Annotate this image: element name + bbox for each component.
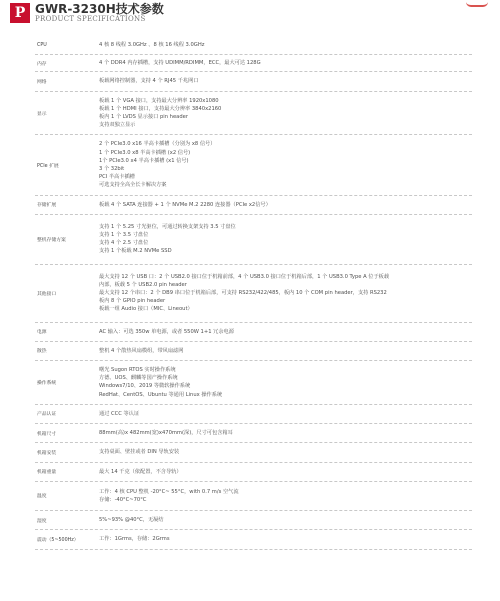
spec-value-line: 最大 14 千克（依配置，不含导轨） [99,468,182,475]
corner-decoration [466,2,488,7]
spec-label: 温度 [37,494,47,500]
spec-row [35,135,472,195]
spec-value [99,201,472,209]
spec-value-line: 支持 1 个 3.5 寸盘位 [99,232,149,239]
spec-row [35,482,472,511]
spec-row [35,36,472,55]
spec-label: 产品认证 [37,412,57,418]
spec-label: 整机存储方案 [37,237,66,243]
spec-row [35,323,472,342]
spec-value-line: 存储：-40°C~70°C [99,496,147,503]
spec-label: PCIe 扩展 [37,163,59,169]
spec-label: CPU [37,42,47,48]
spec-row [35,342,472,361]
spec-label: 网络 [37,80,47,85]
spec-label: 存储扩展 [37,203,57,209]
spec-label: 震动（5~500Hz） [37,537,79,543]
spec-row [35,530,472,549]
spec-value-line: 4 核 8 线程 3.0GHz 、8 核 16 线程 3.0GHz [99,42,205,48]
spec-value-line: 可选支持全高全长卡解决方案 [99,182,167,189]
spec-value-line: 板内 8 个 GPIO pin header [99,298,166,305]
spec-value-line: 板载一组 Audio 接口（MIC、Lineout） [99,306,193,313]
spec-value-line: 板内 1 个 LVDS 显示接口 pin header [99,114,188,121]
spec-label: 散热 [37,349,47,355]
spec-value-line: 支持双独立显示 [99,122,136,129]
spec-row [35,424,472,443]
spec-value-line: 1个 PCIe3.0 x4 半高卡插槽 (x1 信号) [99,157,189,164]
spec-value [99,140,472,189]
spec-label: 显示 [37,111,47,117]
spec-table [35,36,472,550]
spec-value-line: 5%~93% @40°C，无凝结 [99,517,164,524]
spec-row [35,92,472,136]
spec-value-line: 1 个 PCIe3.0 x8 半高卡插槽 (x2 信号) [99,149,191,156]
spec-value [99,429,472,437]
spec-value-line: 曙光 Sugon RTOS 实时操作系统 [99,367,176,374]
spec-value [99,516,472,524]
spec-value [99,59,472,67]
spec-value-line: 工作：1Grms，存储：2Grms [99,536,170,543]
spec-row [35,55,472,72]
spec-label: 电源 [37,330,47,336]
spec-value-line: 板载 4 个 SATA 连接器 + 1 个 NVMe M.2 2280 连接器（PCIe x2信号） [99,201,271,208]
page-subtitle: PRODUCT SPECIFICATIONS [35,15,146,23]
spec-row [35,215,472,265]
spec-value [99,366,472,399]
spec-row [35,72,472,91]
spec-label: 机箱重量 [37,470,57,476]
spec-row [35,405,472,424]
spec-label: 机箱尺寸 [37,431,57,437]
spec-value-line: PCI 半高卡插槽 [99,174,135,181]
spec-value-line: 2 个 PCIe3.0 x16 半高卡插槽（分别为 x8 信号） [99,141,216,148]
spec-value-line: 最大支持 12 个 USB 口：2 个 USB2.0 接口位于机箱前部，4 个 USB3.0 接口位于机箱后部，1 个 USB3.0 Type A 位于板载 [99,273,390,280]
spec-label: 机箱安装 [37,450,57,456]
spec-value-line: 板载 1 个 VGA 接口，支持最大分辨率 1920x1080 [99,97,219,104]
page-title: GWR-3230H技术参数 [35,2,164,16]
spec-value [99,41,472,49]
spec-value-line: 最大支持 12 个串口：2 个 DB9 串口位于机箱后部，可支持 RS232/422/485，板内 10 个 COM pin header，支持 RS232 [99,290,387,297]
spec-value [99,273,472,314]
spec-value [99,77,472,85]
spec-value [99,328,472,336]
spec-row [35,196,472,215]
spec-row [35,443,472,462]
page-header [10,2,490,26]
spec-row [35,265,472,323]
spec-value-line: 3 个 32bit [99,166,125,173]
spec-row [35,463,472,482]
spec-label: 操作系统 [37,380,57,386]
spec-label: 内存 [37,61,47,67]
spec-value [99,535,472,543]
spec-value [99,347,472,355]
spec-value-line: 板载网络控制器，支持 4 个 RJ45 千兆网口 [99,78,199,85]
spec-row [35,361,472,405]
spec-value-line: 支持桌面、壁挂或者 DIN 导轨安装 [99,449,180,456]
spec-row [35,511,472,530]
spec-value-line: 工作：4 核 CPU 整机 -20°C~ 55°C，with 0.7 m/s 空气流 [99,488,239,495]
spec-value [99,223,472,256]
spec-value [99,468,472,476]
spec-value-line: 整机 4 个散热风扇模组，带风扇滤网 [99,347,184,354]
brand-logo: P [10,3,30,23]
spec-value-line: 4 个 DDR4 内存插槽，支持 UDIMM/RDIMM，ECC，最大可达 128G [99,60,261,67]
spec-label: 其他接口 [37,291,57,297]
spec-value [99,410,472,418]
spec-value [99,97,472,130]
spec-value-line: 支持 4 个 2.5 寸盘位 [99,240,149,247]
spec-value-line: 支持 1 个板载 M.2 NVMe SSD [99,248,172,255]
spec-value-line: 支持 1 个 5.25 寸光驱位，可通过转换支架支持 3.5 寸盘位 [99,223,236,230]
spec-value-line: 通过 CCC 等认证 [99,410,140,417]
spec-value-line: 内部，板载 5 个 USB2.0 pin header [99,281,187,288]
spec-value-line: Windows7/10、2019 等微软操作系统 [99,383,191,390]
spec-value-line: 方德、UOS、麒麟等国产操作系统 [99,375,178,382]
spec-label: 湿度 [37,518,47,524]
spec-value-line: RedHat、CentOS、Ubuntu 等通用 Linux 操作系统 [99,391,223,398]
spec-value-line: AC 输入：可选 350w 单电源，或者 550W 1+1 冗余电源 [99,328,234,335]
spec-value [99,448,472,456]
spec-value [99,488,472,504]
spec-value-line: 板载 1 个 HDMI 接口，支持最大分辨率 3840x2160 [99,105,222,112]
spec-value-line: 88mm(高)x 482mm(宽)x470mm(深)，尺寸可包含箱耳 [99,430,233,437]
